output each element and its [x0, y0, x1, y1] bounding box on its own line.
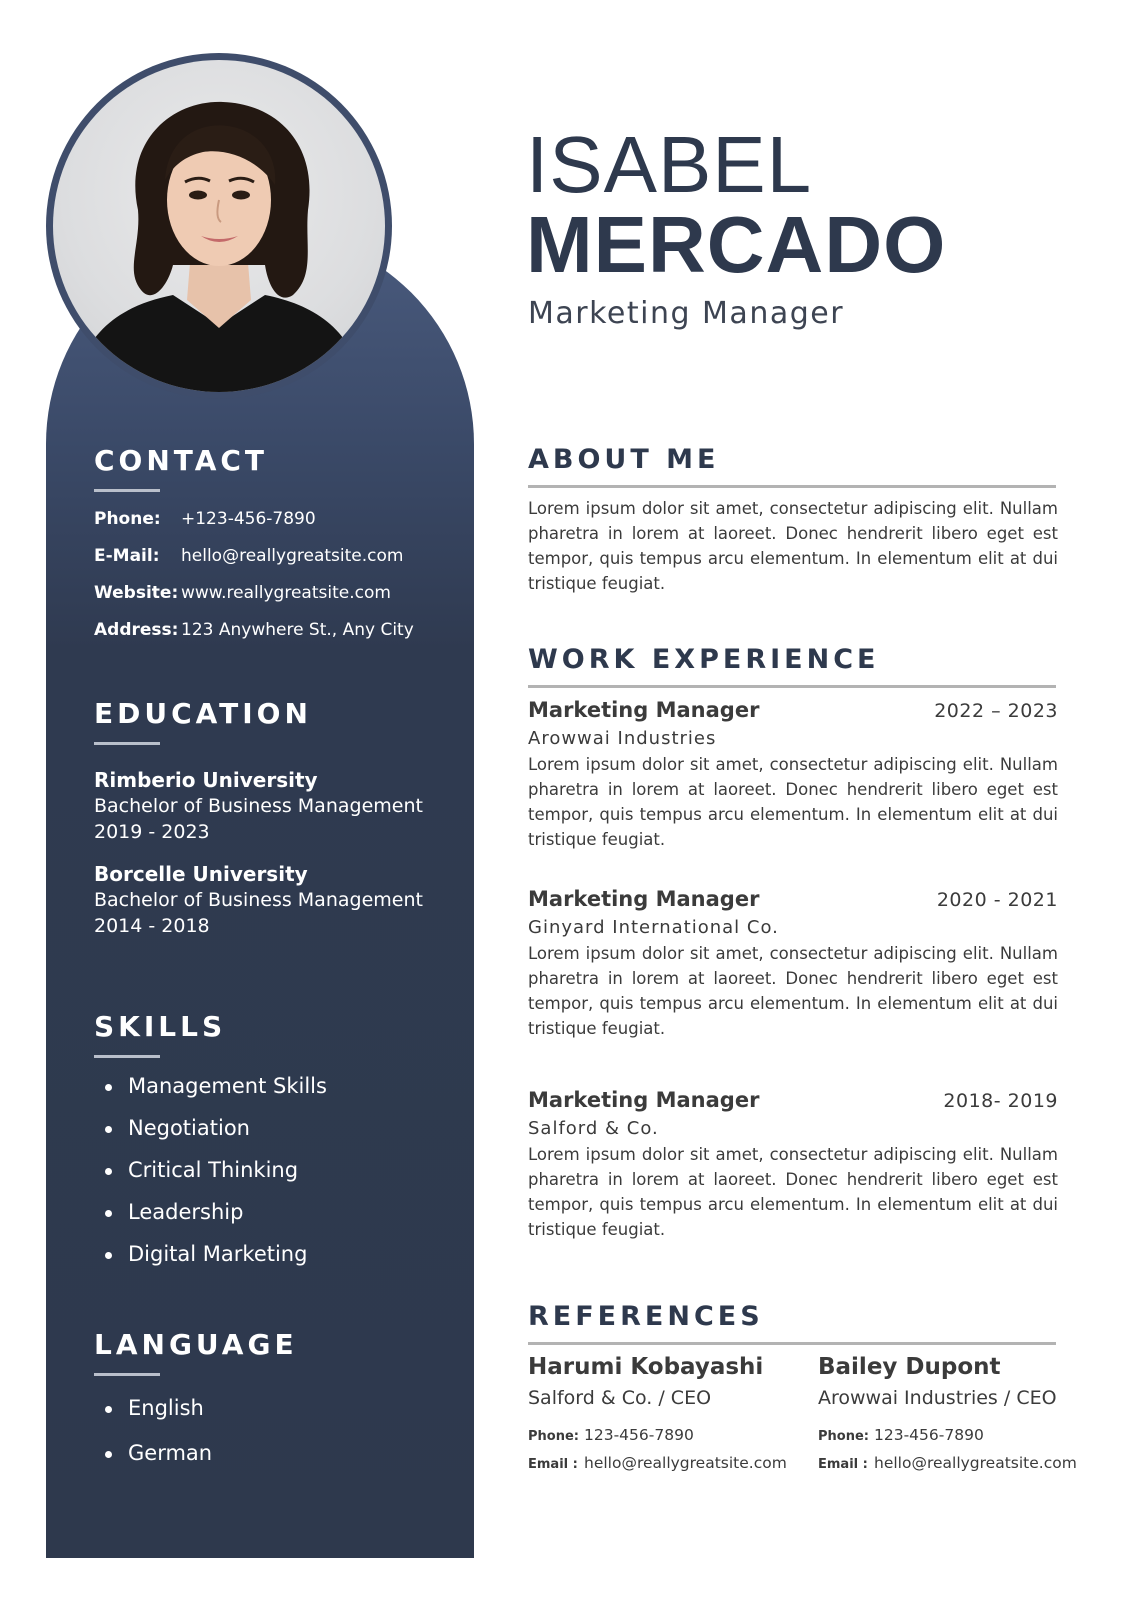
contact-address-value: 123 Anywhere St., Any City [181, 620, 414, 640]
contact-email-label: E-Mail: [94, 546, 160, 566]
reference-name: Harumi Kobayashi [528, 1354, 764, 1380]
work-heading: WORK EXPERIENCE [528, 644, 880, 675]
reference-card [528, 1352, 808, 1472]
reference-name: Bailey Dupont [818, 1354, 1001, 1380]
education-years: 2014 - 2018 [94, 915, 210, 937]
work-item [528, 698, 1058, 852]
reference-email-value[interactable]: hello@reallygreatsite.com [874, 1454, 1077, 1472]
work-company: Arowwai Industries [528, 728, 717, 749]
contact-email-value[interactable]: hello@reallygreatsite.com [181, 546, 404, 566]
about-divider [528, 485, 1056, 488]
about-text: Lorem ipsum dolor sit amet, consectetur adipiscing elit. Nullam pharetra in lorem at laoreet. Donec hendrerit libero eget est tempor, quis tempus arcu elementum. In elementum elit at dui tristique feugiat. [528, 499, 1058, 593]
reference-org: Arowwai Industries / CEO [818, 1387, 1057, 1409]
reference-phone [818, 1426, 1098, 1444]
last-name: MERCADO [526, 200, 947, 289]
about-section [528, 444, 1058, 596]
reference-phone-value[interactable]: 123-456-7890 [874, 1426, 984, 1444]
reference-org: Salford & Co. / CEO [528, 1387, 712, 1409]
references-divider [528, 1342, 1056, 1345]
education-heading: EDUCATION [94, 697, 312, 730]
work-item [528, 887, 1058, 1041]
work-role: Marketing Manager [528, 1088, 760, 1112]
education-degree: Bachelor of Business Management [94, 889, 423, 911]
contact-heading: CONTACT [94, 444, 269, 477]
reference-phone-label: Phone: [818, 1429, 869, 1444]
skill-item: Critical Thinking [94, 1158, 454, 1182]
work-company: Ginyard International Co. [528, 917, 779, 938]
about-heading: ABOUT ME [528, 444, 720, 475]
contact-phone [94, 509, 454, 529]
education-school: Borcelle University [94, 862, 308, 886]
skill-item: Leadership [94, 1200, 454, 1224]
contact-phone-value[interactable]: +123-456-7890 [181, 509, 316, 529]
contact-phone-label: Phone: [94, 509, 161, 529]
reference-email-value[interactable]: hello@reallygreatsite.com [584, 1454, 787, 1472]
language-item: German [94, 1441, 454, 1465]
work-description: Lorem ipsum dolor sit amet, consectetur adipiscing elit. Nullam pharetra in lorem at laoreet. Donec hendrerit libero eget est tempor, quis tempus arcu elementum. In elementum elit at dui tristique feugiat. [528, 755, 1058, 849]
references-heading: REFERENCES [528, 1301, 764, 1332]
work-years: 2020 - 2021 [936, 889, 1058, 911]
reference-email-label: Email : [528, 1457, 578, 1472]
language-heading: LANGUAGE [94, 1328, 298, 1361]
references-section [528, 1301, 1058, 1345]
skill-item: Digital Marketing [94, 1242, 454, 1266]
education-school: Rimberio University [94, 768, 318, 792]
skill-item: Management Skills [94, 1074, 454, 1098]
contact-address [94, 620, 454, 640]
work-section [528, 644, 1058, 688]
profile-photo-frame [46, 53, 392, 399]
language-item: English [94, 1396, 454, 1420]
work-years: 2022 – 2023 [934, 700, 1058, 722]
contact-section [94, 444, 454, 640]
work-item [528, 1088, 1058, 1242]
job-title: Marketing Manager [528, 296, 845, 331]
contact-website [94, 583, 454, 603]
work-years: 2018- 2019 [943, 1090, 1058, 1112]
education-item [94, 861, 454, 939]
work-divider [528, 685, 1056, 688]
reference-phone [528, 1426, 808, 1444]
work-company: Salford & Co. [528, 1118, 659, 1139]
profile-photo [53, 60, 385, 392]
reference-card [818, 1352, 1098, 1472]
education-section [94, 697, 454, 939]
education-degree: Bachelor of Business Management [94, 795, 423, 817]
work-description: Lorem ipsum dolor sit amet, consectetur adipiscing elit. Nullam pharetra in lorem at laoreet. Donec hendrerit libero eget est tempor, quis tempus arcu elementum. In elementum elit at dui tristique feugiat. [528, 1145, 1058, 1239]
education-item [94, 767, 454, 845]
language-divider [94, 1373, 160, 1376]
skill-item: Negotiation [94, 1116, 454, 1140]
contact-website-label: Website: [94, 583, 179, 603]
reference-phone-label: Phone: [528, 1429, 579, 1444]
language-list [94, 1396, 454, 1465]
contact-divider [94, 489, 160, 492]
reference-phone-value[interactable]: 123-456-7890 [584, 1426, 694, 1444]
contact-email [94, 546, 454, 566]
skills-divider [94, 1055, 160, 1058]
skills-section [94, 1010, 454, 1284]
skills-list [94, 1074, 454, 1266]
language-section [94, 1328, 454, 1483]
work-description: Lorem ipsum dolor sit amet, consectetur adipiscing elit. Nullam pharetra in lorem at laoreet. Donec hendrerit libero eget est tempor, quis tempus arcu elementum. In elementum elit at dui tristique feugiat. [528, 944, 1058, 1038]
skills-heading: SKILLS [94, 1010, 227, 1043]
work-role: Marketing Manager [528, 698, 760, 722]
work-role: Marketing Manager [528, 887, 760, 911]
portrait-illustration [53, 60, 385, 392]
reference-email-label: Email : [818, 1457, 868, 1472]
first-name: ISABEL [526, 120, 813, 209]
education-divider [94, 742, 160, 745]
reference-email [818, 1454, 1098, 1472]
contact-address-label: Address: [94, 620, 179, 640]
contact-website-value[interactable]: www.reallygreatsite.com [181, 583, 391, 603]
reference-email [528, 1454, 808, 1472]
education-years: 2019 - 2023 [94, 821, 210, 843]
